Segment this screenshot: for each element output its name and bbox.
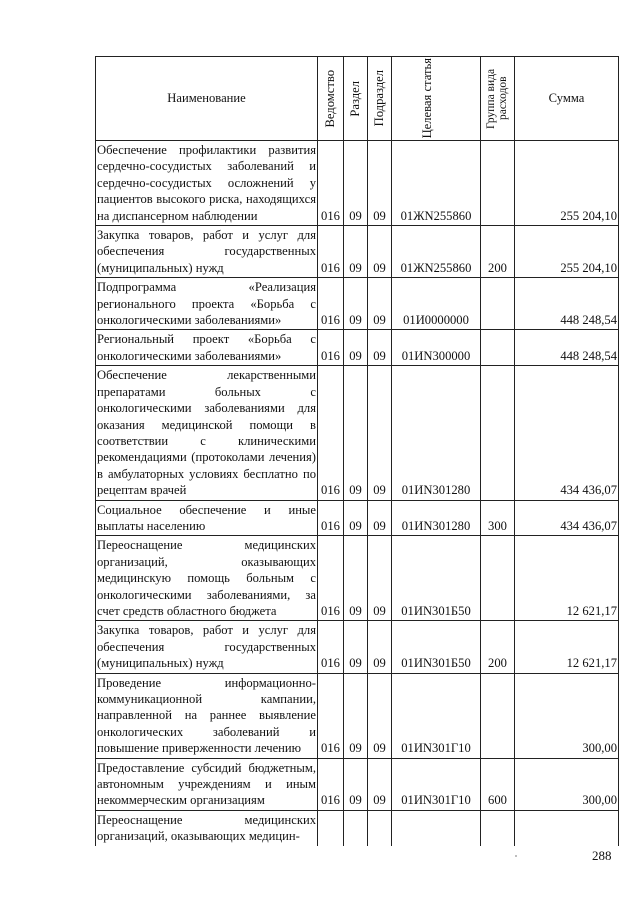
cell-sec: 09 xyxy=(344,673,368,758)
cell-sub: 09 xyxy=(368,366,392,500)
cell-sub: 09 xyxy=(368,536,392,621)
cell-sub xyxy=(368,810,392,845)
budget-table xyxy=(95,56,619,846)
cell-name: Закупка товаров, работ и услуг для обеспечения государственных (муниципальных) нужд xyxy=(96,621,318,673)
cell-target: 01ИN300000 xyxy=(392,330,481,366)
cell-target: 01ЖN255860 xyxy=(392,141,481,226)
cell-target: 01ИN301280 xyxy=(392,500,481,536)
cell-sub: 09 xyxy=(368,621,392,673)
cell-name: Предоставление субсидий бюджетным, автономным учреждениям и иным некоммерческим организациям xyxy=(96,758,318,810)
cell-dept: 016 xyxy=(318,141,344,226)
table-body xyxy=(96,141,619,846)
cell-target: 01ИN301280 xyxy=(392,366,481,500)
table-row xyxy=(96,758,619,810)
cell-name: Социальное обеспечение и иные выплаты населению xyxy=(96,500,318,536)
cell-name: Региональный проект «Борьба с онкологическими заболеваниями» xyxy=(96,330,318,366)
cell-dept: 016 xyxy=(318,758,344,810)
cell-group xyxy=(481,330,515,366)
cell-target: 01ИN301Б50 xyxy=(392,536,481,621)
cell-group: 300 xyxy=(481,500,515,536)
cell-sub: 09 xyxy=(368,141,392,226)
cell-sum xyxy=(515,810,619,845)
table-row xyxy=(96,278,619,330)
table-row xyxy=(96,810,619,845)
cell-target: 01И0000000 xyxy=(392,278,481,330)
cell-sec: 09 xyxy=(344,366,368,500)
cell-sub: 09 xyxy=(368,330,392,366)
cell-group xyxy=(481,673,515,758)
table-row xyxy=(96,536,619,621)
cell-sec: 09 xyxy=(344,621,368,673)
table-header-row xyxy=(96,57,619,141)
cell-target: 01ИN301Г10 xyxy=(392,758,481,810)
cell-group: 600 xyxy=(481,758,515,810)
cell-sum: 255 204,10 xyxy=(515,141,619,226)
cell-sec: 09 xyxy=(344,758,368,810)
cell-dept: 016 xyxy=(318,226,344,278)
cell-name: Переоснащение медицинских организаций, оказывающих медицинскую помощь больным с онкологическими заболеваниями, за счет средств областного бюджета xyxy=(96,536,318,621)
cell-group: 200 xyxy=(481,226,515,278)
cell-dept: 016 xyxy=(318,621,344,673)
header-name: Наименование xyxy=(96,57,318,141)
cell-sub: 09 xyxy=(368,226,392,278)
cell-sec: 09 xyxy=(344,141,368,226)
cell-group xyxy=(481,810,515,845)
header-subsection: Подраздел xyxy=(368,57,392,141)
cell-target: 01ИN301Г10 xyxy=(392,673,481,758)
cell-target: 01ЖN255860 xyxy=(392,226,481,278)
cell-group xyxy=(481,366,515,500)
table-row xyxy=(96,366,619,500)
header-target: Целевая статья xyxy=(392,57,481,141)
cell-dept: 016 xyxy=(318,278,344,330)
cell-sec: 09 xyxy=(344,536,368,621)
cell-name: Проведение информационно-коммуникационной кампании, направленной на раннее выявление онкологических заболеваний и повышение приверженности лечению xyxy=(96,673,318,758)
cell-sub: 09 xyxy=(368,673,392,758)
cell-name: Обеспечение лекарственными препаратами больных с онкологическими заболеваниями для оказания медицинской помощи в соответствии с клиническими рекомендациями (протоколами лечения) в амбулаторных условиях бесплатно по рецептам врачей xyxy=(96,366,318,500)
cell-sum: 255 204,10 xyxy=(515,226,619,278)
cell-sum: 300,00 xyxy=(515,758,619,810)
cell-dept: 016 xyxy=(318,330,344,366)
cell-sum: 448 248,54 xyxy=(515,278,619,330)
cell-sub: 09 xyxy=(368,500,392,536)
cell-name: Подпрограмма «Реализация регионального проекта «Борьба с онкологическими заболеваниями» xyxy=(96,278,318,330)
cell-sum: 434 436,07 xyxy=(515,366,619,500)
table-row xyxy=(96,621,619,673)
cell-sec: 09 xyxy=(344,278,368,330)
cell-sum: 12 621,17 xyxy=(515,621,619,673)
table-row xyxy=(96,226,619,278)
cell-group xyxy=(481,536,515,621)
cell-sum: 300,00 xyxy=(515,673,619,758)
cell-sum: 12 621,17 xyxy=(515,536,619,621)
cell-dept xyxy=(318,810,344,845)
cell-sec: 09 xyxy=(344,500,368,536)
page-number: 288 xyxy=(592,848,612,863)
cell-sum: 448 248,54 xyxy=(515,330,619,366)
cell-target xyxy=(392,810,481,845)
table-row xyxy=(96,141,619,226)
cell-target: 01ИN301Б50 xyxy=(392,621,481,673)
cell-sum: 434 436,07 xyxy=(515,500,619,536)
cell-group xyxy=(481,278,515,330)
cell-sub: 09 xyxy=(368,758,392,810)
cell-group: 200 xyxy=(481,621,515,673)
cell-dept: 016 xyxy=(318,366,344,500)
cell-name: Закупка товаров, работ и услуг для обеспечения государственных (муниципальных) нужд xyxy=(96,226,318,278)
table-row xyxy=(96,673,619,758)
cell-sec xyxy=(344,810,368,845)
scan-speck xyxy=(515,855,517,857)
cell-sec: 09 xyxy=(344,330,368,366)
cell-sub: 09 xyxy=(368,278,392,330)
cell-group xyxy=(481,141,515,226)
cell-dept: 016 xyxy=(318,500,344,536)
cell-name: Обеспечение профилактики развития сердечно-сосудистых заболеваний и сердечно-сосудистых осложнений у пациентов высокого риска, находящихся на диспансерном наблюдении xyxy=(96,141,318,226)
cell-sec: 09 xyxy=(344,226,368,278)
cell-dept: 016 xyxy=(318,536,344,621)
table-row xyxy=(96,500,619,536)
table-row xyxy=(96,330,619,366)
header-dept: Ведомство xyxy=(318,57,344,141)
header-section: Раздел xyxy=(344,57,368,141)
header-group: Группа вида расходов xyxy=(481,57,515,141)
cell-name: Переоснащение медицинских организаций, оказывающих медицин- xyxy=(96,810,318,845)
header-sum: Сумма xyxy=(515,57,619,141)
cell-dept: 016 xyxy=(318,673,344,758)
